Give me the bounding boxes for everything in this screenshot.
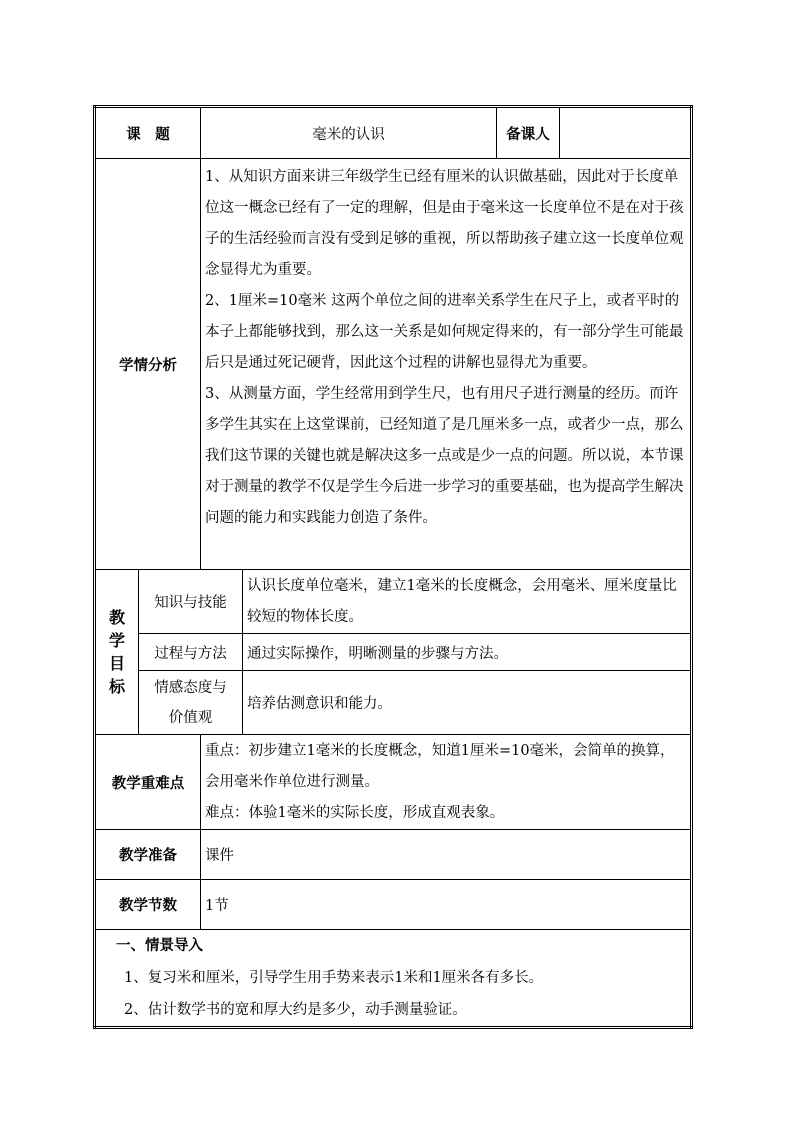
- goal-text: 通过实际操作，明晰测量的步骤与方法。: [243, 634, 692, 671]
- lesson-plan-table: [93, 105, 693, 1029]
- focus-text: 重点：初步建立1毫米的长度概念，知道1厘米=10毫米，会简单的换算，会用毫米作单位进行测量。: [205, 742, 675, 790]
- goal-text: [243, 570, 692, 634]
- prep-value: 课件: [201, 830, 692, 880]
- topic-row: [95, 107, 692, 159]
- process-content: [95, 930, 692, 1028]
- process-item: 1、复习米和厘米，引导学生用手势来表示1米和1厘米各有多长。: [124, 970, 544, 986]
- preparer-label: 备课人: [497, 107, 560, 159]
- goal-text-line: 认识长度单位毫米，建立1毫米的长度概念，会用毫米、厘米度量比较短的物体长度。: [247, 577, 677, 625]
- analysis-content: [201, 159, 692, 570]
- difficulty-text: 难点：体验1毫米的实际长度，形成直观表象。: [205, 804, 505, 821]
- goals-label-cell: [95, 570, 139, 735]
- goal-row-process: [95, 634, 692, 671]
- goal-sub-label: 过程与方法: [139, 634, 243, 671]
- analysis-paragraph: 2、1厘米=10毫米 这两个单位之间的进率关系学生在尺子上，或者平时的本子上都能够找到，那么这一关系是如何规定得来的，有一部分学生可能最后只是通过死记硬背，因此这个过程的讲解也显得尤为重要。: [205, 293, 684, 371]
- goals-label: 教学目标: [109, 608, 126, 696]
- keypoints-content: [201, 735, 692, 830]
- goal-sub-label: 知识与技能: [139, 570, 243, 634]
- preparer-value: [560, 107, 692, 159]
- goal-row-attitude: [95, 671, 692, 735]
- topic-value: 毫米的认识: [201, 107, 497, 159]
- process-item: 2、估计数学书的宽和厚大约是多少，动手测量验证。: [124, 1002, 467, 1018]
- prep-row: [95, 830, 692, 880]
- keypoints-label: 教学重难点: [95, 735, 201, 830]
- topic-label: 课 题: [95, 107, 201, 159]
- goal-text: 培养估测意识和能力。: [243, 671, 692, 735]
- process-section-title: 一、情景导入: [116, 938, 203, 954]
- analysis-row: [95, 159, 692, 570]
- analysis-paragraph: 1、从知识方面来讲三年级学生已经有厘米的认识做基础，因此对于长度单位这一概念已经有了一定的理解，但是由于毫米这一长度单位不是在对于孩子的生活经验而言没有受到足够的重视，所以帮助孩子建立这一长度单位观念显得尤为重要。: [205, 169, 684, 278]
- keypoints-row: [95, 735, 692, 830]
- periods-label: 教学节数: [95, 880, 201, 930]
- periods-value: 1节: [201, 880, 692, 930]
- analysis-paragraph: 3、从测量方面，学生经常用到学生尺，也有用尺子进行测量的经历。而许多学生其实在上这堂课前，已经知道了是几厘米多一点，或者少一点，那么我们这节课的关键也就是解决这多一点或是少一点的问题。所以说，本节课对于测量的教学不仅是学生今后进一步学习的重要基础，也为提高学生解决问题的能力和实践能力创造了条件。: [205, 386, 684, 526]
- analysis-label: 学情分析: [95, 159, 201, 570]
- prep-label: 教学准备: [95, 830, 201, 880]
- process-row: [95, 930, 692, 1028]
- periods-row: [95, 880, 692, 930]
- goal-row-knowledge: [95, 570, 692, 634]
- goal-sub-label: 情感态度与价值观: [139, 671, 243, 735]
